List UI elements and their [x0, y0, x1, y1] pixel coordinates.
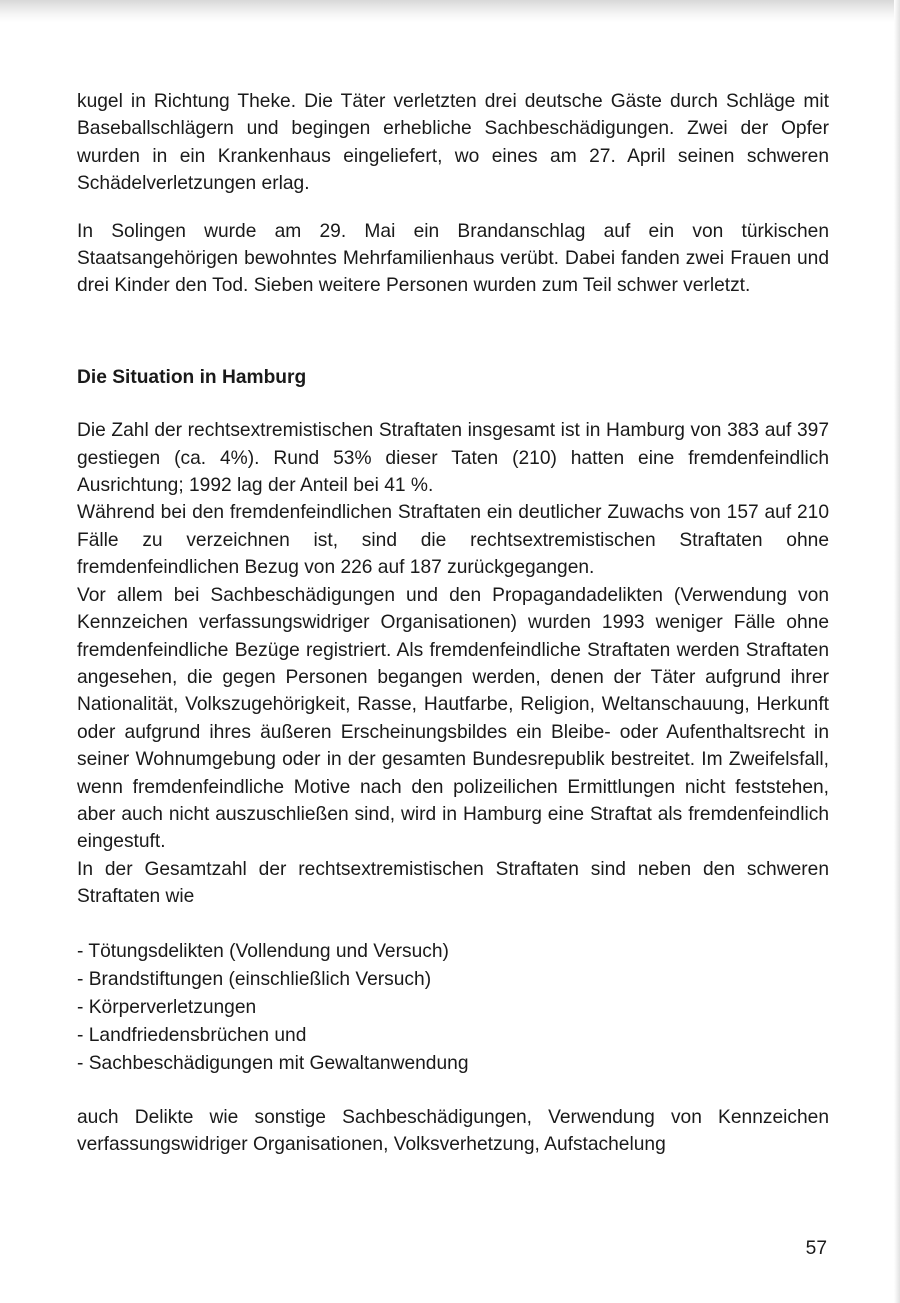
- page-number: 57: [805, 1238, 827, 1259]
- paragraph-intro-1: kugel in Richtung Theke. Die Täter verletzten drei deutsche Gäste durch Schläge mit Baseballschlägern und begingen erhebliche Sachbeschädigungen. Zwei der Opfer wurden in ein Krankenhaus eingeliefert, wo eines am 27. April seinen schweren Schädelverletzungen erlag.: [77, 91, 829, 195]
- paragraph-closing: auch Delikte wie sonstige Sachbeschädigungen, Verwendung von Kennzeichen verfassungswidriger Organisationen, Volksverhetzung, Aufstachelung: [77, 1106, 829, 1155]
- paragraph-section-2: Während bei den fremdenfeindlichen Straftaten ein deutlicher Zuwachs von 157 auf 210 Fälle zu verzeichnen ist, sind die rechtsextremistischen Straftaten ohne fremdenfeindlichen Bezug von 226 auf 187 zurückgegangen.: [77, 502, 829, 579]
- scan-edge-top: [0, 0, 900, 22]
- offense-list: [77, 938, 829, 1078]
- document-page: [77, 88, 829, 1158]
- list-item: - Landfriedensbrüchen und: [77, 1022, 829, 1050]
- list-item: - Sachbeschädigungen mit Gewaltanwendung: [77, 1050, 829, 1078]
- list-item: - Tötungsdelikten (Vollendung und Versuch): [77, 938, 829, 966]
- scan-edge-right: [894, 0, 900, 1303]
- section-heading: Die Situation in Hamburg: [77, 366, 307, 388]
- list-item: - Körperverletzungen: [77, 994, 829, 1022]
- list-item: - Brandstiftungen (einschließlich Versuch): [77, 966, 829, 994]
- paragraph-section-1: Die Zahl der rechtsextremistischen Straftaten insgesamt ist in Hamburg von 383 auf 397 gestiegen (ca. 4%). Rund 53% dieser Taten (210) hatten eine fremdenfeindlich Ausrichtung; 1992 lag der Anteil bei 41 %.: [77, 420, 829, 497]
- paragraph-intro-2: In Solingen wurde am 29. Mai ein Brandanschlag auf ein von türkischen Staatsangehörigen bewohntes Mehrfamilienhaus verübt. Dabei fanden zwei Frauen und drei Kinder den Tod. Sieben weitere Personen wurden zum Teil schwer verletzt.: [77, 220, 829, 297]
- paragraph-section-3: Vor allem bei Sachbeschädigungen und den Propagandadelikten (Verwendung von Kennzeichen verfassungswidriger Organisationen) wurden 1993 weniger Fälle ohne fremdenfeindliche Bezüge registriert. Als fremdenfeindliche Straftaten werden Straftaten angesehen, die gegen Personen begangen werden, denen der Täter aufgrund ihrer Nationalität, Volkszugehörigkeit, Rasse, Hautfarbe, Religion, Weltanschauung, Herkunft oder aufgrund ihres äußeren Erscheinungsbildes ein Bleibe- oder Aufenthaltsrecht in seiner Wohnumgebung oder in der gesamten Bundesrepublik bestreitet. Im Zweifelsfall, wenn fremdenfeindliche Motive nach den polizeilichen Ermittlungen nicht feststehen, aber auch nicht auszuschließen sind, wird in Hamburg eine Straftat als fremdenfeindlich eingestuft.: [77, 584, 829, 853]
- paragraph-section-4: In der Gesamtzahl der rechtsextremistischen Straftaten sind neben den schweren Straftaten wie: [77, 858, 829, 908]
